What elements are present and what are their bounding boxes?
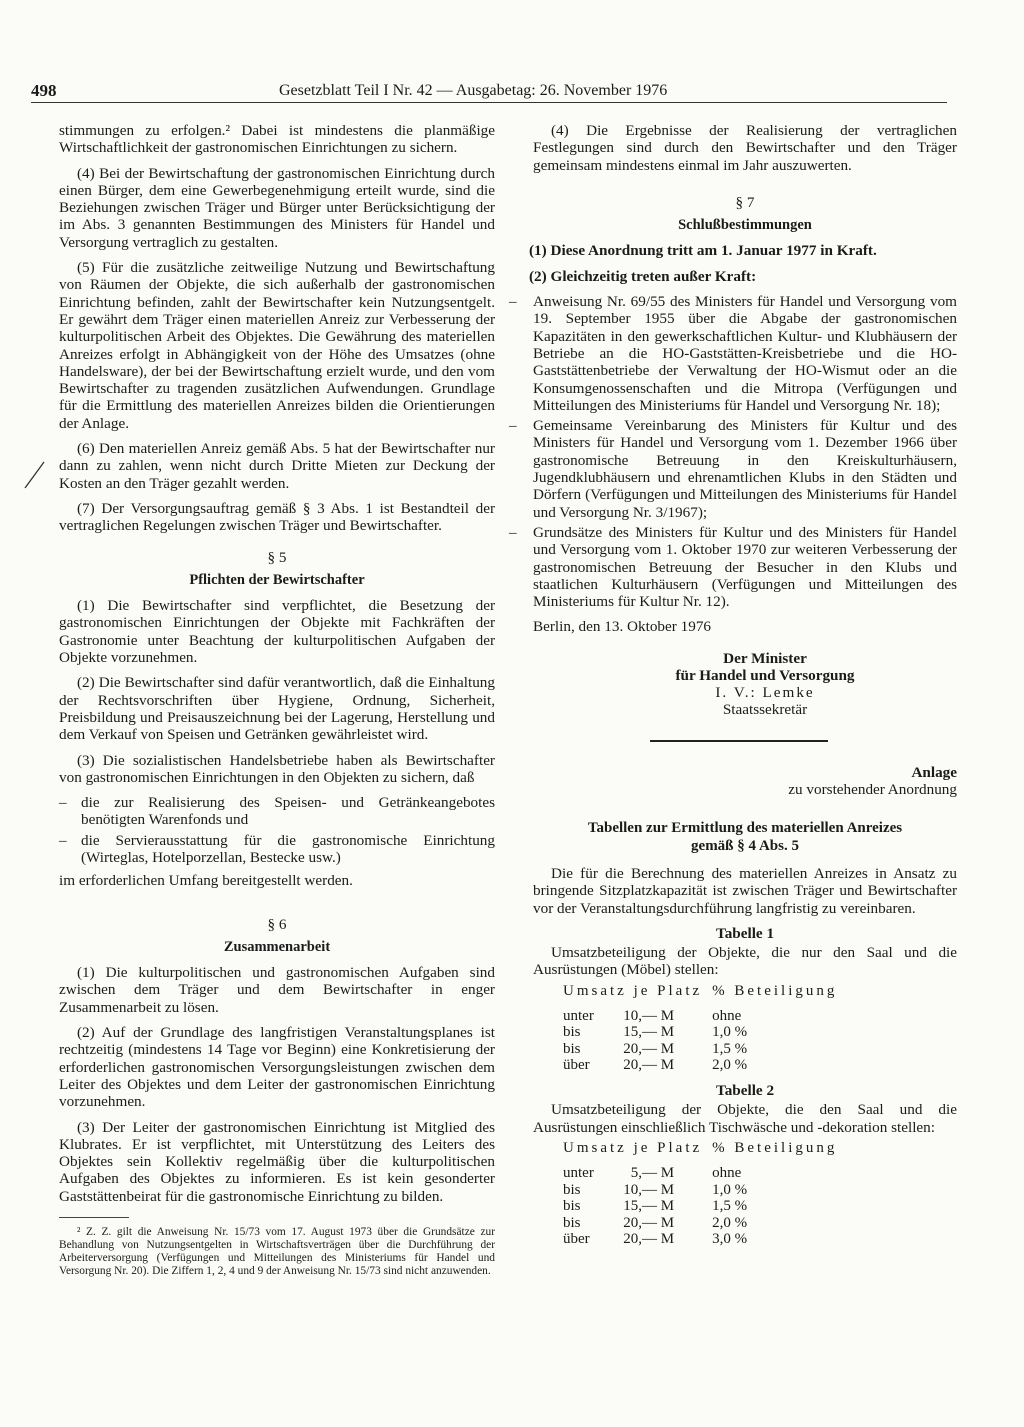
cell-amount: 20,— M bbox=[623, 1040, 675, 1057]
separator-rule bbox=[650, 740, 828, 742]
cell-range: über bbox=[563, 1057, 590, 1074]
section-7-title: Schlußbestimmungen bbox=[678, 217, 812, 234]
paragraph-4-6: (6) Den materiellen Anreiz gemäß Abs. 5 hat der Bewirtschafter nur dann zu zahlen, wenn nicht durch Dritte Mieten zur Deckung der Kosten an den Träger gezahlt werden. bbox=[59, 440, 495, 492]
tables-intro: Die für die Berechnung des materiellen Anreizes in Ansatz zu bringende Sitzplatzkapazität ist zwischen Träger und Bewirtschafter vor der Veranstaltungsdurchführung langfristig zu vereinbaren. bbox=[533, 864, 957, 917]
left-column bbox=[59, 122, 495, 1286]
cell-range: bis bbox=[563, 1040, 581, 1057]
table-row bbox=[563, 1231, 847, 1248]
table-2-caption: Umsatzbeteiligung der Objekte, die den Saal und die Ausrüstungen einschließlich Tischwäsche und -dekoration stellen: bbox=[533, 1101, 957, 1136]
list-item: – die Servierausstattung für die gastronomische Einrichtung (Wirteglas, Hotelporzellan, Bestecke usw.) bbox=[59, 832, 495, 867]
cell-amount: 10,— M bbox=[623, 1007, 675, 1024]
list-item: – Grundsätze des Ministers für Kultur und des Ministers für Handel und Versorgung vom 1. Oktober 1970 zur weiteren Verbesserung der gastronomischen Betreuung der Besucher in den Klubs und staatlichen Kulturhäusern (Verfügungen und Mitteilungen des Ministeriums für Kultur Nr. 12). bbox=[509, 524, 957, 610]
table-row bbox=[563, 1008, 847, 1025]
cell-range: bis bbox=[563, 1024, 581, 1041]
footnote: ² Z. Z. gilt die Anweisung Nr. 15/73 vom 17. August 1973 über die Grundsätze zur Behandlung von Nutzungsentgelten in Wirtschaftsverträgen über die Durchführung der Arbeiterversorgung (Verfügungen und Mitteilungen des Ministeriums für Handel und Versorgung Nr. 20). Die Ziffern 1, 2, 4 und 9 der Anweisung Nr. 15/73 sind nicht anzuwenden. bbox=[59, 1226, 495, 1278]
footnote-rule bbox=[59, 1217, 129, 1218]
table-row bbox=[563, 1057, 847, 1074]
table-1 bbox=[563, 983, 847, 1074]
place-date: Berlin, den 13. Oktober 1976 bbox=[533, 618, 712, 636]
section-5-sign: § 5 bbox=[267, 548, 287, 566]
paragraph-4-5: (5) Für die zusätzliche zeitweilige Nutzung und Bewirtschaftung von Räumen der Objekte, die sich außerhalb der gastronomischen Einrichtung befinden, zahlt der Bewirtschafter kein Nutzungsentgelt. Er gewährt dem Träger einen materiellen Anreiz zur Verbesserung der kulturpolitischen Arbeit des Objektes. Die Gewährung des materiellen Anreizes erfolgt in Abhängigkeit von der Höhe des Umsatzes (ohne Handelsware), der bei der Bewirtschaftung erzielt wurde, und den vom Bewirtschafter zu tragenden zusätzlichen Aufwendungen. Grundlage für die Ermittlung des materiellen Anreizes bilden die Orientierungen der Anlage. bbox=[59, 259, 495, 432]
column-header-share: % Beteiligung bbox=[712, 1139, 838, 1156]
cell-amount: 5,— M bbox=[630, 1165, 675, 1182]
signature-title: Der Minister bbox=[723, 649, 807, 667]
table-row bbox=[563, 1198, 847, 1215]
cell-share: 2,0 % bbox=[712, 1214, 748, 1231]
table-row bbox=[563, 1024, 847, 1041]
table-row bbox=[563, 1215, 847, 1232]
paragraph-6-1: (1) Die kulturpolitischen und gastronomischen Aufgaben sind zwischen dem Träger und dem Bewirtschafter in enger Zusammenarbeit zu lösen. bbox=[59, 964, 495, 1016]
cell-range: über bbox=[563, 1231, 590, 1248]
column-header-share: % Beteiligung bbox=[712, 982, 838, 999]
section-7-sign: § 7 bbox=[735, 193, 755, 211]
cell-amount: 20,— M bbox=[623, 1057, 675, 1074]
paragraph-6-2: (2) Auf der Grundlage des langfristigen Veranstaltungsplanes ist rechtzeitig (mindestens 14 Tage vor Beginn) eine Konkretisierung der erforderlichen gastronomischen Versorgungsleistungen zwischen dem Leiter des Objektes und dem Leiter der gastronomischen Einrichtung vorzunehmen. bbox=[59, 1024, 495, 1111]
list-item: – Anweisung Nr. 69/55 des Ministers für Handel und Versorgung vom 19. September 1955 über die Abgabe der gastronomischen Kapazitäten in den gewerkschaftlichen Kultur- und Klubhäusern der Betriebe an die HO-Gaststätten-Kreisbetriebe und die HO-Gaststättenbetriebe der Verwaltung der HO-Wismut oder an die Konsumgenossenschaften und die Mitropa (Verfügungen und Mitteilungen des Ministeriums für Handel und Versorgung Nr. 18); bbox=[509, 293, 957, 414]
section-6-sign: § 6 bbox=[267, 915, 287, 933]
running-head: Gesetzblatt Teil I Nr. 42 — Ausgabetag: 26. November 1976 bbox=[279, 82, 668, 99]
cell-share: 1,0 % bbox=[712, 1024, 748, 1041]
table-1-title: Tabelle 1 bbox=[715, 924, 775, 942]
signature-ministry: für Handel und Versorgung bbox=[675, 666, 855, 684]
header-rule bbox=[31, 102, 947, 103]
page-number: 498 bbox=[31, 81, 57, 100]
paragraph-7-2: (2) Gleichzeitig treten außer Kraft: bbox=[529, 267, 757, 285]
section-5-title: Pflichten der Bewirtschafter bbox=[189, 571, 365, 588]
tables-title-line2: gemäß § 4 Abs. 5 bbox=[691, 837, 799, 854]
signature-role: Staatssekretär bbox=[722, 700, 808, 718]
table-row bbox=[563, 1165, 847, 1182]
paragraph-5-3-tail: im erforderlichen Umfang bereitgestellt werden. bbox=[59, 872, 353, 890]
table-row bbox=[563, 1041, 847, 1058]
cell-range: bis bbox=[563, 1198, 581, 1215]
cell-amount: 15,— M bbox=[623, 1198, 675, 1215]
cell-range: bis bbox=[563, 1214, 581, 1231]
cell-share: 3,0 % bbox=[712, 1231, 748, 1248]
annex-subtitle: zu vorstehender Anordnung bbox=[788, 781, 957, 799]
annex-title: Anlage bbox=[911, 763, 957, 781]
cell-range: unter bbox=[563, 1165, 594, 1182]
paragraph-5-2: (2) Die Bewirtschafter sind dafür verantwortlich, daß die Einhaltung der Rechtsvorschriften über Hygiene, Ordnung, Sicherheit, Preisbildung und Preisauszeichnung bei der Lagerung, Herstellung und dem Verkauf von Speisen und Getränken gewährleistet wird. bbox=[59, 674, 495, 744]
repealed-list bbox=[509, 293, 957, 610]
section-6-title: Zusammenarbeit bbox=[223, 938, 331, 955]
signature-name: I. V.: Lemke bbox=[715, 683, 815, 701]
cell-amount: 20,— M bbox=[623, 1214, 675, 1231]
cell-amount: 20,— M bbox=[623, 1231, 675, 1248]
cell-amount: 15,— M bbox=[623, 1024, 675, 1041]
table-2 bbox=[563, 1140, 847, 1248]
paragraph-4-4: (4) Bei der Bewirtschaftung der gastronomischen Einrichtung durch einen Bürger, dem eine Gewerbegenehmigung erteilt wurde, sind die Beziehungen zwischen Träger und Bürger unter Berücksichtigung der im Abs. 3 genannten Bestimmungen des Ministers für Handel und Versorgung vertraglich zu gestalten. bbox=[59, 164, 495, 251]
paragraph-5-3: (3) Die sozialistischen Handelsbetriebe haben als Bewirtschafter von gastronomischen Einrichtungen in den Objekten zu sichern, daß bbox=[59, 751, 495, 786]
paragraph-5-1: (1) Die Bewirtschafter sind verpflichtet, die Besetzung der gastronomischen Einrichtungen der Objekte mit Fachkräften der Gastronomie unter Beachtung der kulturpolitischen Aufgaben der Objekte vorzunehmen. bbox=[59, 597, 495, 667]
list-item: – die zur Realisierung des Speisen- und Getränkeangebotes benötigten Warenfonds und bbox=[59, 794, 495, 829]
paragraph-6-4: (4) Die Ergebnisse der Realisierung der vertraglichen Festlegungen sind durch den Bewirtschafter und den Träger gemeinsam mindestens einmal im Jahr auszuwerten. bbox=[533, 122, 957, 174]
paragraph-7-1: (1) Diese Anordnung tritt am 1. Januar 1977 in Kraft. bbox=[529, 242, 877, 260]
cell-share: 1,0 % bbox=[712, 1181, 748, 1198]
list-item: – Gemeinsame Vereinbarung des Ministers für Kultur und des Ministers für Handel und Versorgung vom 1. Dezember 1966 über gastronomische Betreuung in den Kreiskulturhäusern, Jugendklubhäusern und ehrenamtlichen Klubs in den Städten und Dörfern (Verfügungen und Mitteilungen des Ministeriums für Handel und Versorgung Nr. 3/1967); bbox=[509, 417, 957, 521]
table-header-row bbox=[563, 983, 847, 1008]
column-header-turnover: Umsatz je Platz bbox=[563, 982, 703, 999]
section-5-list bbox=[59, 794, 495, 866]
cell-range: unter bbox=[563, 1007, 594, 1024]
table-1-caption: Umsatzbeteiligung der Objekte, die nur den Saal und die Ausrüstungen (Möbel) stellen: bbox=[533, 944, 957, 979]
table-2-title: Tabelle 2 bbox=[715, 1081, 775, 1099]
cell-share: 2,0 % bbox=[712, 1057, 748, 1074]
cell-range: bis bbox=[563, 1181, 581, 1198]
paragraph-6-3: (3) Der Leiter der gastronomischen Einrichtung ist Mitglied des Klubrates. Er ist verpflichtet, mit Unterstützung des Leiters des Objektes sein Kollektiv regelmäßig über die kulturpolitischen Aufgaben des Objektes zu informieren. Es ist kein gesonderter Gaststättenbeirat für die gastronomische Einrichtung zu bilden. bbox=[59, 1118, 495, 1205]
tables-title: Tabellen zur Ermittlung des materiellen Anreizes bbox=[587, 820, 903, 837]
table-header-row bbox=[563, 1140, 847, 1165]
margin-pencil-mark bbox=[22, 460, 46, 490]
column-header-turnover: Umsatz je Platz bbox=[563, 1139, 703, 1156]
cell-share: 1,5 % bbox=[712, 1198, 748, 1215]
paragraph-continued: stimmungen zu erfolgen.² Dabei ist mindestens die planmäßige Wirtschaftlichkeit der gastronomischen Einrichtungen zu sichern. bbox=[59, 122, 495, 157]
paragraph-4-7: (7) Der Versorgungsauftrag gemäß § 3 Abs. 1 ist Bestandteil der vertraglichen Regelungen zwischen Träger und Bewirtschafter. bbox=[59, 499, 495, 535]
cell-share: 1,5 % bbox=[712, 1040, 748, 1057]
page-header bbox=[31, 82, 947, 104]
table-row bbox=[563, 1182, 847, 1199]
signature-block bbox=[573, 650, 957, 718]
cell-amount: 10,— M bbox=[623, 1181, 675, 1198]
cell-share: ohne bbox=[712, 1007, 742, 1024]
right-column bbox=[529, 122, 957, 1256]
cell-share: ohne bbox=[712, 1165, 742, 1182]
